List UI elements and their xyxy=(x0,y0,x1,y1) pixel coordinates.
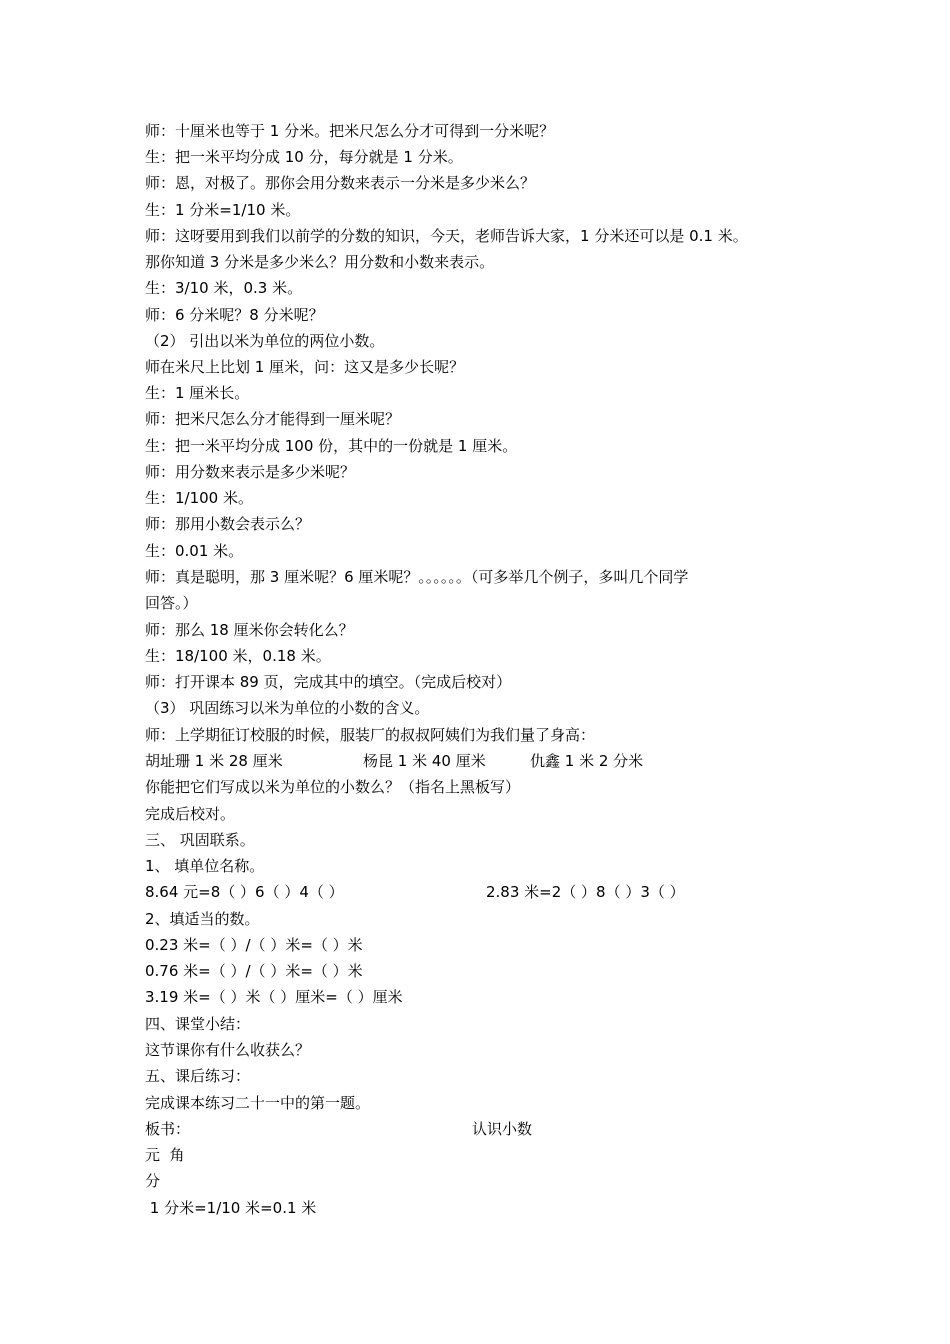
text-line: 生：1/100 米。 xyxy=(145,489,253,507)
text-line: 师：打开课本 89 页，完成其中的填空。（完成后校对） xyxy=(145,673,512,691)
text-line: 师：把米尺怎么分才能得到一厘米呢？ xyxy=(145,410,401,428)
text-line: 师：上学期征订校服的时候，服装厂的叔叔阿姨们为我们量了身高： xyxy=(145,726,596,744)
fill-item: 2.83 米=2（ ）8（ ）3（ ） xyxy=(486,883,685,901)
height-entry: 仇鑫 1 米 2 分米 xyxy=(530,752,644,770)
text-line: 生：把一米平均分成 10 分，每分就是 1 分米。 xyxy=(145,148,463,166)
text-line: 0.23 米=（ ）/（ ）米=（ ）米 xyxy=(145,936,363,954)
text-line: 生：3/10 米，0.3 米。 xyxy=(145,279,303,297)
text-line: 生：把一米平均分成 100 份，其中的一份就是 1 厘米。 xyxy=(145,437,518,455)
text-line: 师：恩，对极了。那你会用分数来表示一分米是多少米么？ xyxy=(145,174,536,192)
height-entry: 杨昆 1 米 40 厘米 xyxy=(363,752,486,770)
text-line: 师：十厘米也等于 1 分米。把米尺怎么分才可得到一分米呢？ xyxy=(145,122,555,140)
text-line: 师：那用小数会表示么？ xyxy=(145,515,311,533)
text-line: 生：1 厘米长。 xyxy=(145,384,250,402)
text-line: 生：0.01 米。 xyxy=(145,542,244,560)
text-line: 完成后校对。 xyxy=(145,805,236,823)
text-line: （3） 巩固练习以米为单位的小数的含义。 xyxy=(145,699,430,717)
text-line: 生：18/100 米，0.18 米。 xyxy=(145,647,331,665)
text-line: 师：用分数来表示是多少米呢？ xyxy=(145,463,356,481)
text-line: 师：那么 18 厘米你会转化么？ xyxy=(145,621,354,639)
text-line: 完成课本练习二十一中的第一题。 xyxy=(145,1094,371,1112)
text-line: 2、填适当的数。 xyxy=(145,910,260,928)
text-line: （2） 引出以米为单位的两位小数。 xyxy=(145,332,385,350)
text-line: 回答。） xyxy=(145,594,198,612)
board-line: 分 xyxy=(145,1172,161,1190)
text-line: 那你知道 3 分米是多少米么？用分数和小数来表示。 xyxy=(145,253,495,271)
board-line: 元 角 xyxy=(145,1146,185,1164)
section-heading: 三、 巩固联系。 xyxy=(145,831,255,849)
board-line: 1 分米=1/10 米=0.1 米 xyxy=(145,1199,317,1217)
text-line: 这节课你有什么收获么？ xyxy=(145,1041,311,1059)
text-line: 师在米尺上比划 1 厘米，问：这又是多少长呢？ xyxy=(145,358,465,376)
height-entry: 胡址珊 1 米 28 厘米 xyxy=(145,752,283,770)
text-line: 0.76 米=（ ）/（ ）米=（ ）米 xyxy=(145,962,363,980)
text-line: 1、 填单位名称。 xyxy=(145,857,265,875)
text-line: 师：这呀要用到我们以前学的分数的知识，今天，老师告诉大家，1 分米还可以是 0.1 米。 xyxy=(145,227,748,245)
text-line: 3.19 米=（ ）米（ ）厘米=（ ）厘米 xyxy=(145,988,403,1006)
board-row xyxy=(145,1119,845,1139)
board-label: 板书： xyxy=(145,1120,191,1138)
section-heading: 四、课堂小结： xyxy=(145,1015,251,1033)
text-line: 生：1 分米=1/10 米。 xyxy=(145,201,301,219)
section-heading: 五、课后练习： xyxy=(145,1067,251,1085)
text-line: 你能把它们写成以米为单位的小数么？（指名上黑板写） xyxy=(145,778,521,796)
text-line: 师：真是聪明，那 3 厘米呢？6 厘米呢？。。。。。。（可多举几个例子，多叫几个同学 xyxy=(145,568,689,586)
fill-item: 8.64 元=8（ ）6（ ）4（ ） xyxy=(145,883,344,901)
board-title: 认识小数 xyxy=(472,1120,533,1138)
fill-units-row xyxy=(145,882,845,902)
heights-row xyxy=(145,751,845,771)
text-line: 师：6 分米呢？8 分米呢？ xyxy=(145,306,324,324)
